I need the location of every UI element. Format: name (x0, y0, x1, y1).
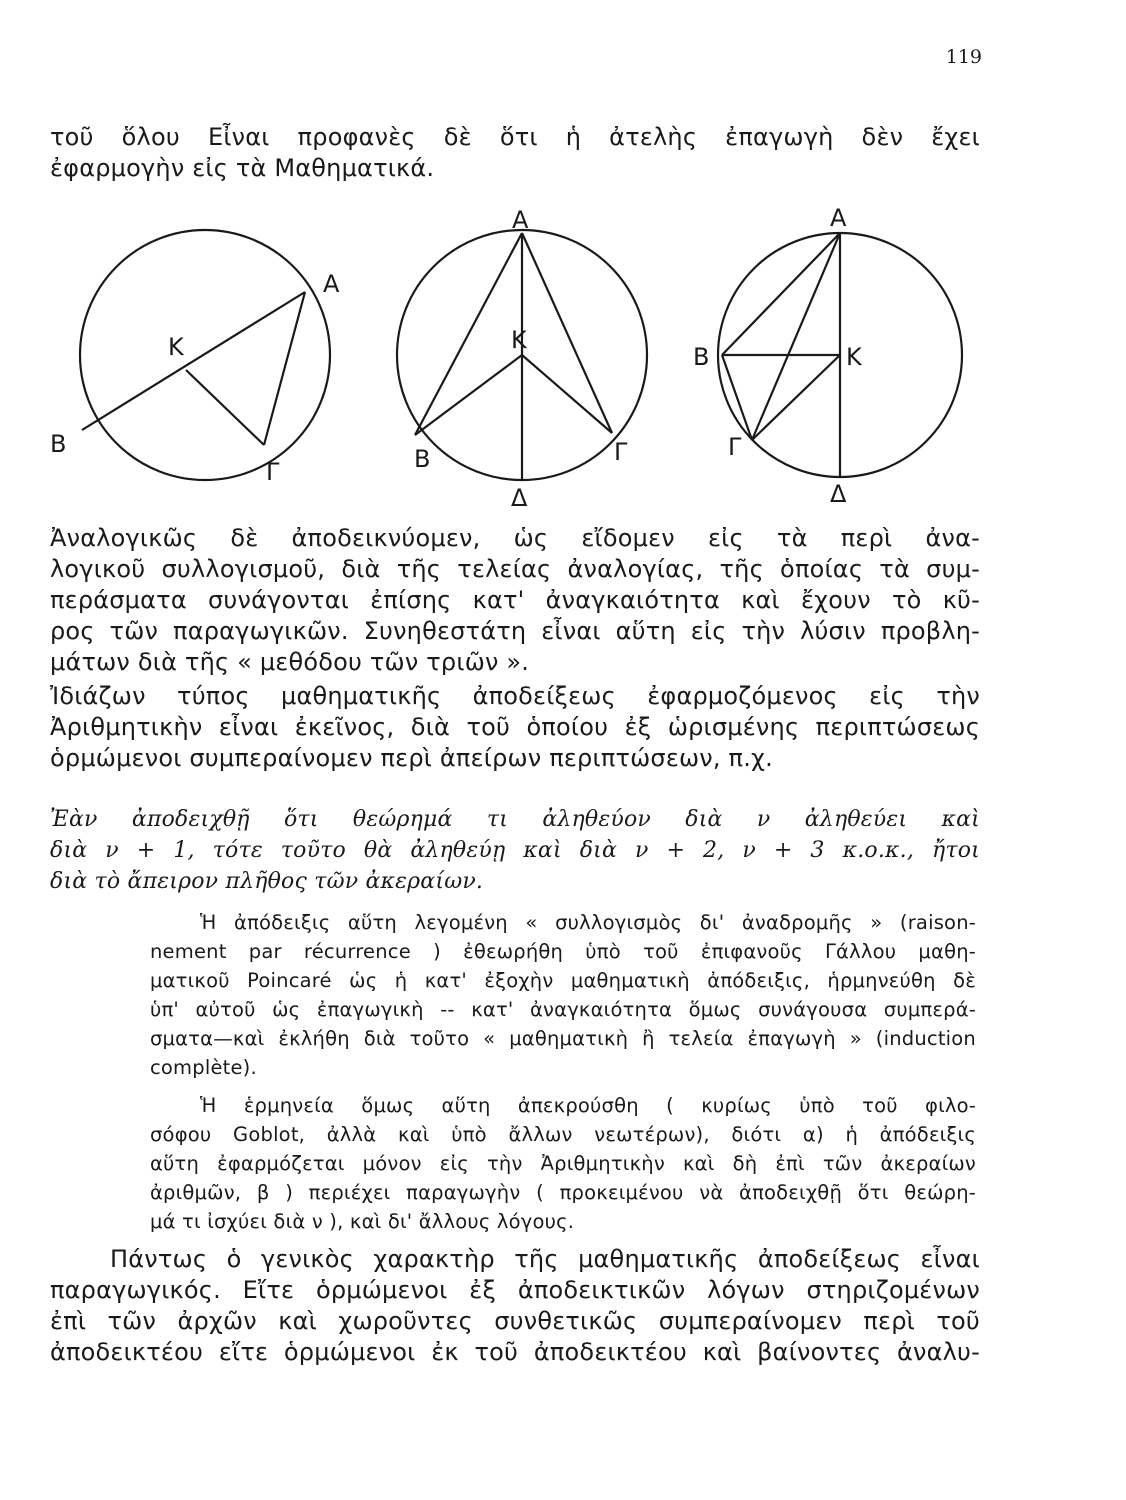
figure3-label-a: Α (830, 204, 847, 232)
text-line: Ἰδιάζων τύπος μαθηματικῆς ἀποδείξεως ἐφαρμοζόμενος εἰς τὴν (50, 682, 980, 710)
text-line: Ἀναλογικῶς δὲ ἀποδεικνύομεν, ὡς εἴδομεν εἰς τὰ περὶ ἀνα- (50, 524, 980, 552)
text-line: ρος τῶν παραγωγικῶν. Συνηθεστάτη εἶναι αὕτη εἰς τὴν λύσιν προβλη- (50, 617, 980, 645)
text-line: complète). (150, 1056, 257, 1079)
text-line: αὕτη ἐφαρμόζεται μόνον εἰς τὴν Ἀριθμητικὴν καὶ δὴ ἐπὶ τῶν ἀκεραίων (150, 1152, 976, 1175)
figure3-chord-ag (752, 233, 840, 440)
text-line: Ἡ ἑρμηνεία ὅμως αὕτη ἀπεκρούσθη ( κυρίως ὑπὸ τοῦ φιλο- (200, 1094, 976, 1117)
text-line: μάτων διὰ τῆς « μεθόδου τῶν τριῶν ». (50, 648, 530, 676)
intro-paragraph (50, 122, 980, 184)
text-line: ὑπ' αὐτοῦ ὡς ἐπαγωγικὴ -- κατ' ἀναγκαιότητα ὅμως συνάγουσα συμπερά- (150, 998, 976, 1021)
text-line: Πάντως ὁ γενικὸς χαρακτὴρ τῆς μαθηματικῆς ἀποδείξεως εἶναι (110, 1245, 980, 1273)
paragraph-analogy (50, 523, 980, 678)
figure1-label-b: Β (50, 430, 67, 458)
text-line: σματα—καὶ ἐκλήθη διὰ τοῦτο « μαθηματικὴ ἢ τελεία ἐπαγωγὴ » (induction (150, 1027, 976, 1050)
note-recurrence (200, 908, 976, 937)
page-number: 119 (945, 46, 982, 68)
figure1-label-a: Α (323, 270, 340, 298)
figure1-label-g: Γ (266, 458, 280, 486)
note-interpretation (200, 1091, 976, 1120)
text-line: τοῦ ὅλου Εἶναι προφανὲς δὲ ὅτι ἡ ἀτελὴς ἐπαγωγὴ δὲν ἔχει (50, 123, 980, 151)
text-line: nement par récurrence ) ἐθεωρήθη ὑπὸ τοῦ ἐπιφανοῦς Γάλλου μαθη- (150, 940, 976, 963)
figure2-chord-ab (415, 233, 522, 435)
text-line: διὰ ν + 1, τότε τοῦτο θὰ ἀληθεύῃ καὶ διὰ ν + 2, ν + 3 κ.ο.κ., ἤτοι (50, 838, 980, 863)
figure1-label-k: Κ (168, 333, 184, 361)
text-line: ἐφαρμογὴν εἰς τὰ Μαθηματικά. (50, 154, 435, 182)
figure1-diameter (82, 292, 305, 430)
figure2-chord-ag (522, 233, 612, 433)
figure3-label-g: Γ (728, 433, 742, 461)
text-line: σόφου Goblot, ἀλλὰ καὶ ὑπὸ ἄλλων νεωτέρων), διότι α) ἡ ἀπόδειξις (150, 1123, 976, 1146)
example-block (50, 804, 980, 897)
text-line: διὰ τὸ ἄπειρον πλῆθος τῶν ἀκεραίων. (50, 869, 484, 894)
text-line: ἐπὶ τῶν ἀρχῶν καὶ χωροῦντες συνθετικῶς συμπεραίνομεν περὶ τοῦ (50, 1307, 980, 1335)
figure3-label-k: Κ (846, 343, 862, 371)
note-recurrence-cont (150, 937, 976, 1082)
figure1-chord (264, 292, 305, 445)
figure2-label-d: Δ (511, 484, 528, 512)
text-line: μά τι ἰσχύει διὰ ν ), καὶ δι' ἄλλους λόγους. (150, 1210, 575, 1233)
figure2-label-a: Α (512, 206, 529, 234)
text-line: Ἡ ἀπόδειξις αὕτη λεγομένη « συλλογισμὸς δι' ἀναδρομῆς » (raison- (200, 911, 976, 934)
geometry-figures (40, 190, 1000, 520)
text-line: ἀποδεικτέου εἴτε ὁρμώμενοι ἐκ τοῦ ἀποδεικτέου καὶ βαίνοντες ἀναλυ- (50, 1338, 980, 1366)
figure3-chord-ab (722, 233, 840, 355)
figure2-radius-kg (522, 355, 612, 433)
figure3-label-d: Δ (830, 480, 847, 508)
paragraph-induction (50, 681, 980, 774)
figure2-label-b: Β (414, 445, 431, 473)
paragraph-conclusion (50, 1244, 980, 1368)
figure2-label-k: Κ (511, 326, 527, 354)
figure2-label-g: Γ (614, 438, 628, 466)
text-line: παραγωγικός. Εἴτε ὁρμώμενοι ἐξ ἀποδεικτικῶν λόγων στηριζομένων (50, 1276, 980, 1304)
figures-svg (40, 190, 1000, 520)
text-line: λογικοῦ συλλογισμοῦ, διὰ τῆς τελείας ἀναλογίας, τῆς ὁποίας τὰ συμ- (50, 555, 980, 583)
figure1-radius (186, 370, 264, 445)
text-line: Ἀριθμητικὴν εἶναι ἐκεῖνος, διὰ τοῦ ὁποίου ἐξ ὡρισμένης περιπτώσεως (50, 713, 980, 741)
text-line: ἀριθμῶν, β ) περιέχει παραγωγὴν ( προκειμένου νὰ ἀποδειχθῇ ὅτι θεώρη- (150, 1181, 976, 1204)
text-line: ματικοῦ Poincaré ὡς ἡ κατ' ἐξοχὴν μαθηματικὴ ἀπόδειξις, ἡρμηνεύθη δὲ (150, 969, 976, 992)
text-line: περάσματα συνάγονται ἐπίσης κατ' ἀναγκαιότητα καὶ ἔχουν τὸ κῦ- (50, 586, 980, 614)
figure3-radius-kg (752, 355, 840, 440)
text-line: Ἐὰν ἀποδειχθῇ ὅτι θεώρημά τι ἀληθεύον διὰ ν ἀληθεύει καὶ (50, 807, 980, 832)
text-line: ὁρμώμενοι συμπεραίνομεν περὶ ἀπείρων περιπτώσεων, π.χ. (50, 744, 773, 772)
figure3-label-b: Β (693, 343, 710, 371)
figure2-radius-kb (415, 355, 522, 435)
note-interpretation-cont (150, 1120, 976, 1236)
